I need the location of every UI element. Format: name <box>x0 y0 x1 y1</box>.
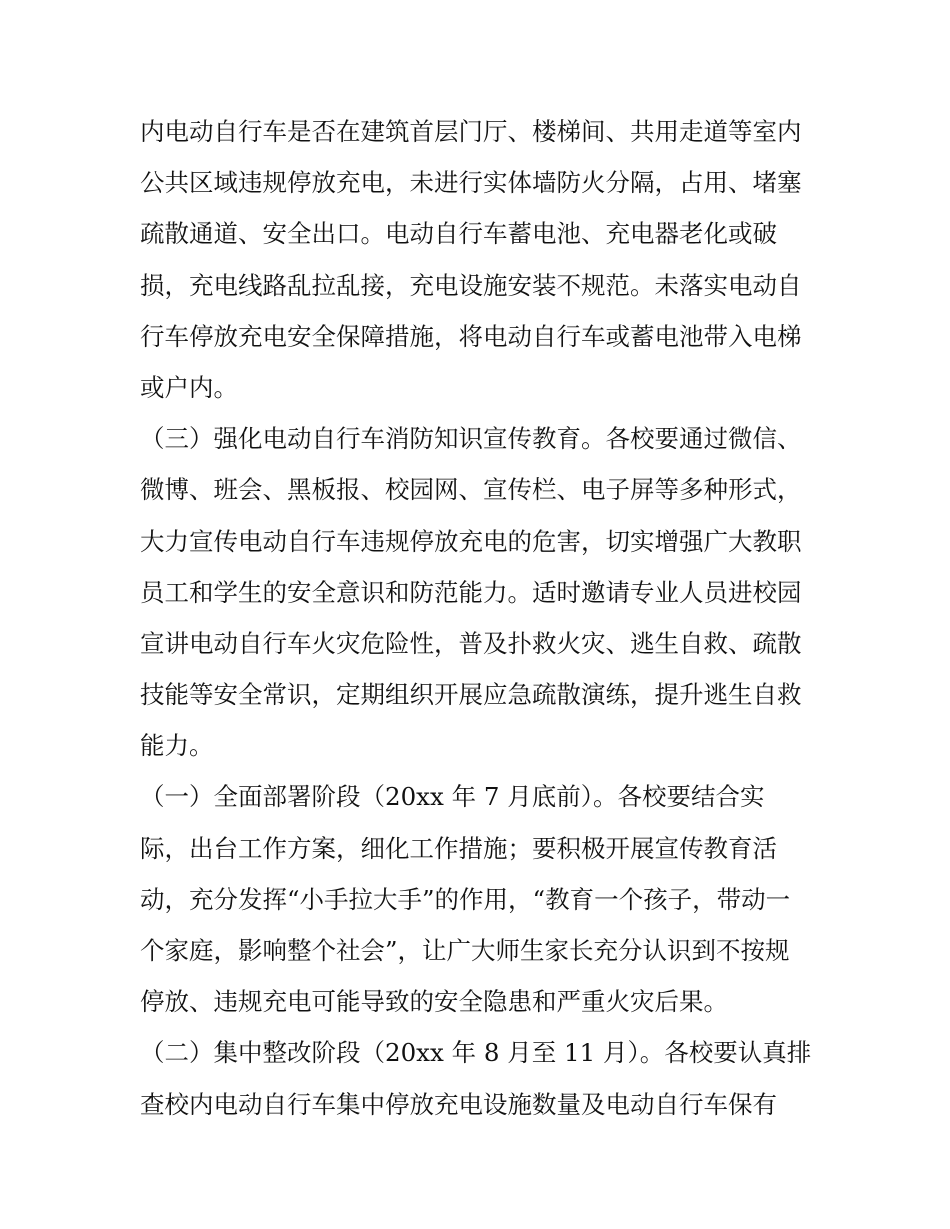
section-heading-line: （二）集中整改阶段（20xx 年 8 月至 11 月）。各校要认真排 <box>140 1038 812 1068</box>
document-body <box>140 106 820 1130</box>
text-line: 技能等安全常识，定期组织开展应急疏散演练，提升逃生自救 <box>140 680 802 710</box>
text-line: 个家庭，影响整个社会”，让广大师生家长充分认识到不按规 <box>140 936 790 965</box>
section-heading-line: （三）强化电动自行车消防知识宣传教育。各校要通过微信、 <box>140 424 802 454</box>
text-line: 损，充电线路乱拉乱接，充电设施安装不规范。未落实电动自 <box>140 270 802 300</box>
text-line: 停放、违规充电可能导致的安全隐患和严重火灾后果。 <box>140 987 728 1017</box>
text-line: 能力。 <box>140 731 214 761</box>
text-line: 际，出台工作方案，细化工作措施；要积极开展宣传教育活 <box>140 833 777 863</box>
text-line: 员工和学生的安全意识和防范能力。适时邀请专业人员进校园 <box>140 577 802 607</box>
text-line: 大力宣传电动自行车违规停放充电的危害，切实增强广大教职 <box>140 526 802 556</box>
text-line: 动，充分发挥“小手拉大手”的作用，“教育一个孩子，带动一 <box>140 884 791 914</box>
text-line: 内电动自行车是否在建筑首层门厅、楼梯间、共用走道等室内 <box>140 117 802 146</box>
text-line: 行车停放充电安全保障措施，将电动自行车或蓄电池带入电梯 <box>140 321 802 351</box>
text-line: 或户内。 <box>140 372 238 402</box>
text-line: 宣讲电动自行车火灾危险性，普及扑救火灾、逃生自救、疏散 <box>140 628 802 658</box>
section-heading-line: （一）全面部署阶段（20xx 年 7 月底前）。各校要结合实 <box>140 782 765 812</box>
text-line: 疏散通道、安全出口。电动自行车蓄电池、充电器老化或破 <box>140 219 777 249</box>
text-line: 公共区域违规停放充电，未进行实体墙防火分隔，占用、堵塞 <box>140 168 802 198</box>
text-line: 查校内电动自行车集中停放充电设施数量及电动自行车保有 <box>140 1089 777 1119</box>
text-line: 微博、班会、黑板报、校园网、宣传栏、电子屏等多种形式， <box>140 475 802 505</box>
